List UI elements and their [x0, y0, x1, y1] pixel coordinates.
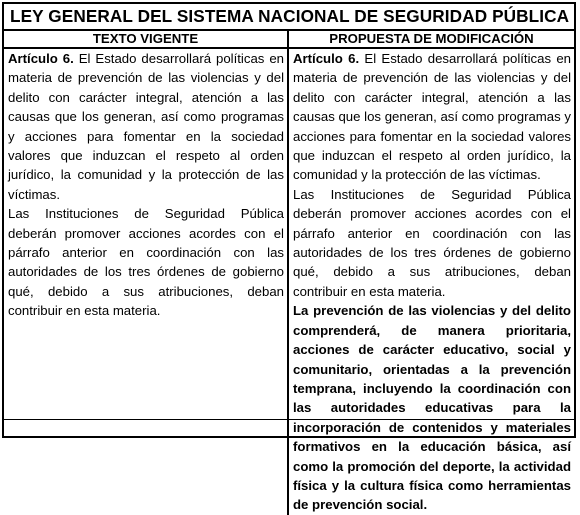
comparison-table	[2, 2, 576, 513]
paragraph-new-addition: La prevención de las violencias y del delito comprenderá, de manera prioritaria, acciones de carácter educativo, social y comunitario, orientadas a la prevención temprana, incluyendo la coordinación con las autoridades educativas para la incorporación de contenidos y materiales formativos en la educación básica, así como la promoción del deporte, la actividad física y la cultura física como herramientas de prevención social.	[293, 303, 571, 513]
paragraph-article	[8, 49, 284, 204]
column-current-text	[4, 31, 289, 515]
column-proposal	[289, 31, 574, 515]
paragraph-article	[293, 49, 571, 185]
paragraph-text: El Estado desarrollará políticas en materia de prevención de las violencias y del delito con carácter integral, atención a las causas que los generan, así como programas y acciones para fomentar en la sociedad valores que induzcan el respeto al orden jurídico, la comunidad y la protección de las víctimas.	[8, 51, 284, 202]
column-body-proposal	[289, 49, 574, 515]
paragraph-institutions: Las Instituciones de Seguridad Pública deberán promover acciones acordes con el párrafo anterior en coordinación con las autoridades de los tres órdenes de gobierno qué, debido a sus atribuciones, deban contribuir en esta materia.	[293, 186, 571, 299]
column-header-proposal: PROPUESTA DE MODIFICACIÓN	[289, 31, 574, 49]
table-bottom-rule	[4, 419, 574, 420]
column-body-current	[4, 49, 287, 319]
article-label: Artículo 6.	[8, 51, 74, 66]
column-header-current: TEXTO VIGENTE	[4, 31, 287, 49]
columns-row	[4, 31, 574, 515]
paragraph-text: El Estado desarrollará políticas en materia de prevención de las violencias y del delito con carácter integral, atención a las causas que los generan, así como programas y acciones para fomentar en la sociedad valores que induzcan el respeto al orden jurídico, la comunidad y la protección de las víctimas.	[293, 51, 572, 183]
article-label: Artículo 6.	[293, 51, 360, 66]
document-title: LEY GENERAL DEL SISTEMA NACIONAL DE SEGURIDAD PÚBLICA	[4, 4, 574, 31]
paragraph-institutions: Las Instituciones de Seguridad Pública deberán promover acciones acordes con el párrafo anterior en coordinación con las autoridades de los tres órdenes de gobierno qué, debido a sus atribuciones, deban contribuir en esta materia.	[8, 206, 284, 319]
